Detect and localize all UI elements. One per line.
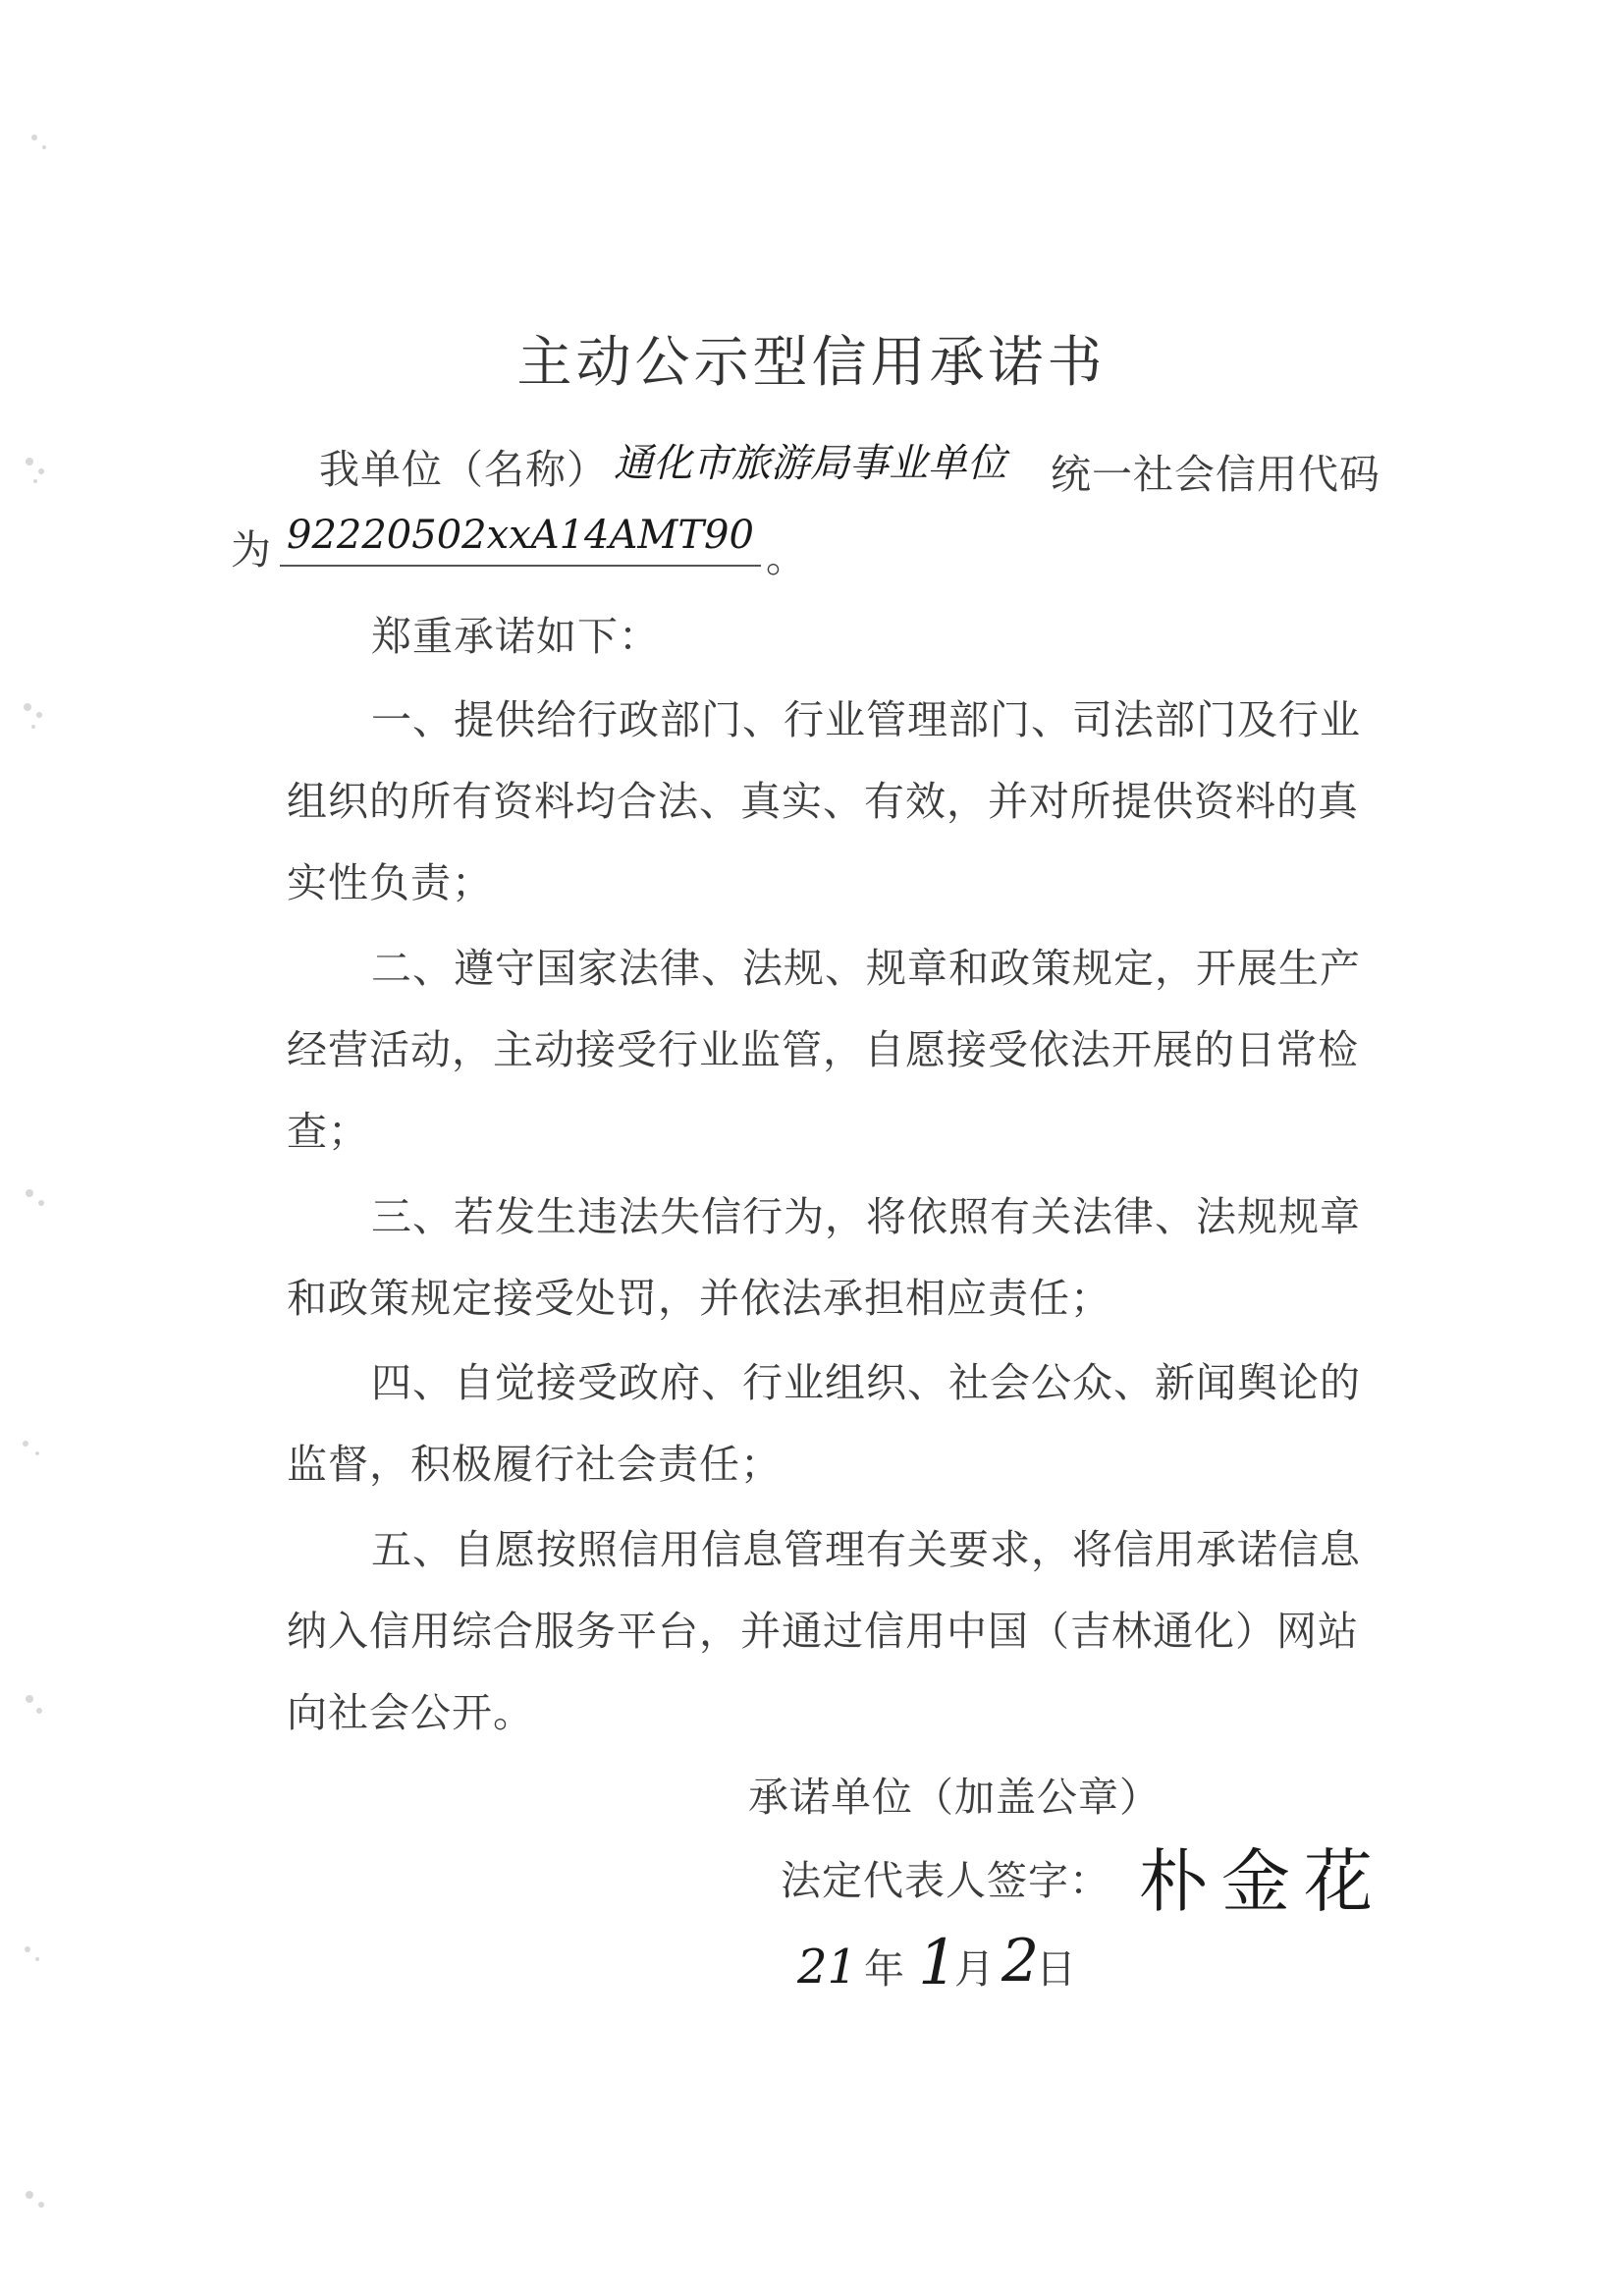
clause-1-line-3: 实性负责； (287, 859, 493, 906)
clause-2-line-2: 经营活动，主动接受行业监管，自愿接受依法开展的日常检 (287, 1026, 1359, 1073)
document-title: 主动公示型信用承诺书 (516, 331, 1107, 395)
date-day-handwritten: 2 (1001, 1927, 1040, 1995)
rep-signature: 朴金花 (1139, 1841, 1386, 1922)
date-year-label: 年 (864, 1945, 905, 1993)
unit-name-handwritten: 通化市旅游局事业单位 (614, 441, 1006, 486)
date-year-handwritten: 21 (797, 1940, 858, 1995)
clause-5-line-2: 纳入信用综合服务平台，并通过信用中国（吉林通化）网站 (287, 1608, 1359, 1655)
clause-1-line-1: 一、提供给行政部门、行业管理部门、司法部门及行业 (371, 696, 1361, 743)
clause-5-line-1: 五、自愿按照信用信息管理有关要求，将信用承诺信息 (371, 1526, 1361, 1573)
intro-prefix: 我单位（名称） (319, 446, 608, 493)
signature-rep-label: 法定代表人签字： (781, 1857, 1110, 1904)
date-day-label: 日 (1036, 1945, 1077, 1993)
intro-for-label: 为 (231, 526, 272, 574)
clause-2-line-3: 查； (287, 1108, 369, 1155)
clause-2-line-1: 二、遵守国家法律、法规、规章和政策规定，开展生产 (371, 945, 1361, 992)
credit-code-handwritten: 92220502xxA14AMT90 (287, 513, 754, 558)
intro-end-mark: 。 (766, 534, 807, 581)
clause-1-line-2: 组织的所有资料均合法、真实、有效，并对所提供资料的真 (287, 778, 1359, 825)
clause-3-line-2: 和政策规定接受处罚，并依法承担相应责任； (287, 1275, 1111, 1322)
clause-3-line-1: 三、若发生违法失信行为，将依照有关法律、法规规章 (371, 1193, 1361, 1240)
credit-code-underline (280, 565, 761, 567)
clause-4-line-1: 四、自觉接受政府、行业组织、社会公众、新闻舆论的 (371, 1359, 1361, 1406)
pledge-heading: 郑重承诺如下： (371, 613, 660, 660)
date-month-handwritten: 1 (918, 1927, 958, 1999)
clause-4-line-2: 监督，积极履行社会责任； (287, 1441, 782, 1488)
date-month-label: 月 (954, 1945, 996, 1993)
intro-code-label: 统一社会信用代码 (1051, 451, 1380, 498)
signature-unit-label: 承诺单位（加盖公章） (748, 1774, 1161, 1821)
clause-5-line-3: 向社会公开。 (287, 1689, 534, 1736)
